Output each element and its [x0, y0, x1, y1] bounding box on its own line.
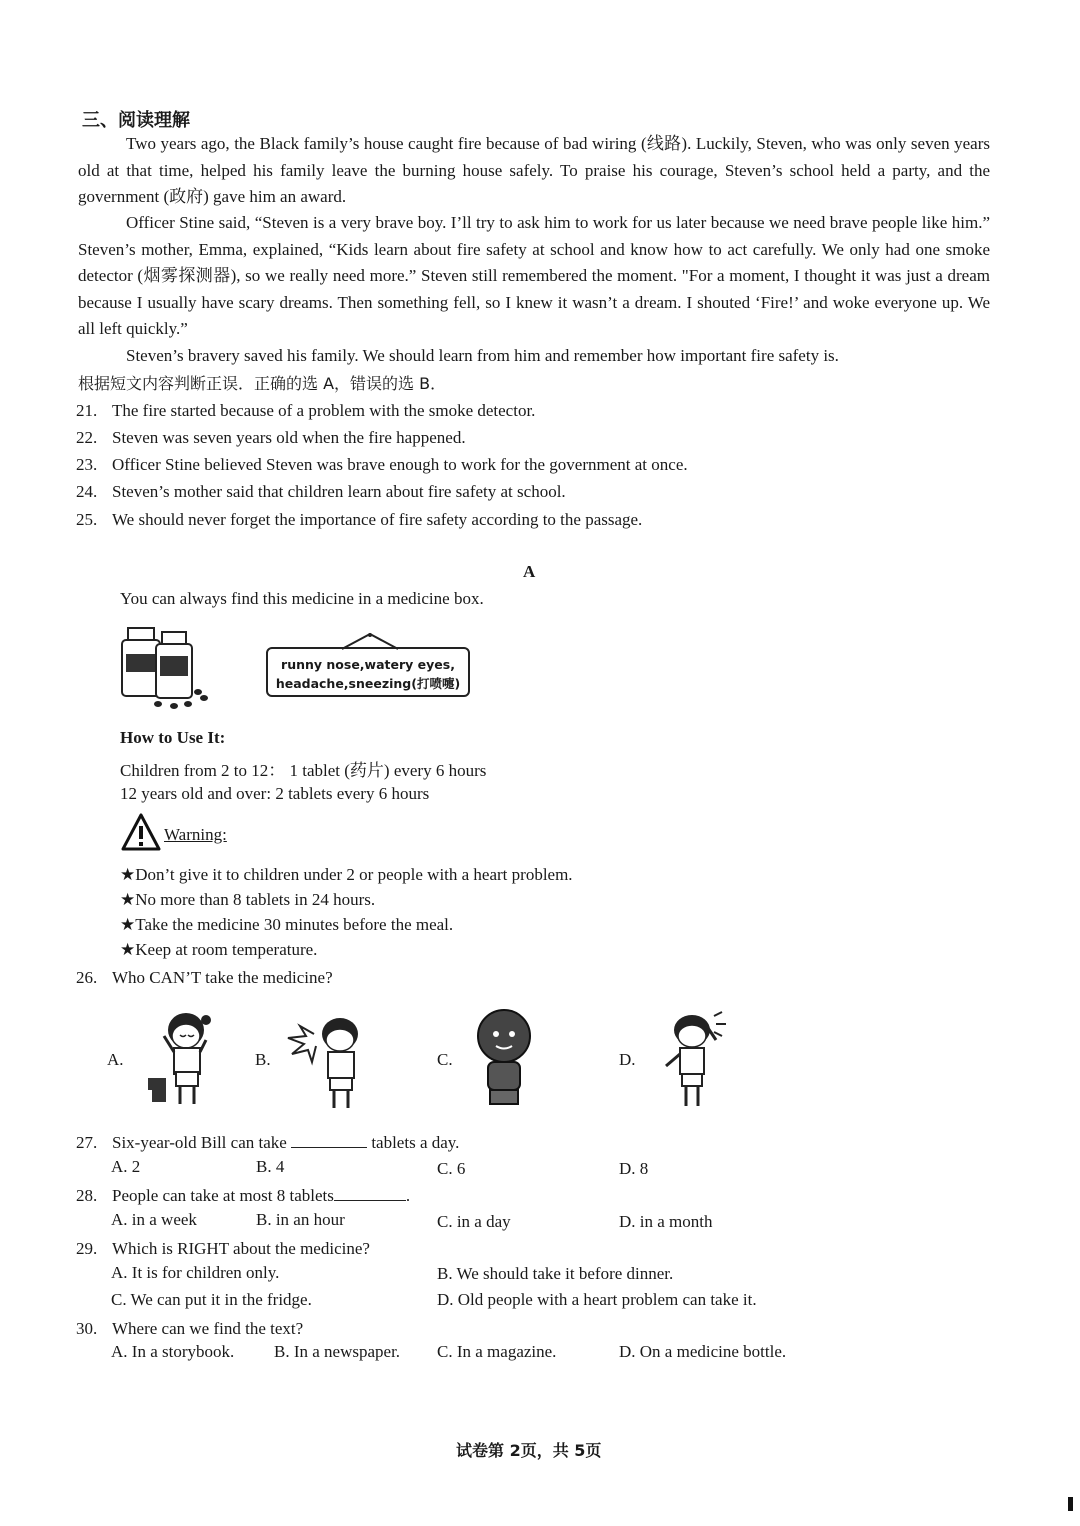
tf-instruction: 根据短文内容判断正误．正确的选 A，错误的选 B． — [78, 374, 447, 393]
question-text: Steven’s mother said that children learn about fire safety at school. — [112, 482, 566, 501]
q26-option-c-label: C. — [437, 1050, 453, 1069]
question-number: 27. — [76, 1133, 98, 1152]
question-text: Steven was seven years old when the fire happened. — [112, 428, 466, 447]
question-number: 28. — [76, 1186, 98, 1205]
q30-option-d: D. On a medicine bottle. — [619, 1342, 787, 1361]
question-text-after: . — [405, 1186, 411, 1205]
question-number: 23. — [76, 455, 98, 474]
question-27 — [76, 1130, 459, 1156]
warning-triangle-icon — [120, 812, 162, 852]
section-title: 三、阅读理解 — [82, 110, 190, 131]
warning-item: ★Take the medicine 30 minutes before the meal. — [120, 915, 454, 934]
q30-option-c: C. In a magazine. — [437, 1342, 557, 1361]
question-number: 29. — [76, 1239, 98, 1258]
child-sneezing-icon — [284, 1008, 380, 1114]
question-23 — [76, 452, 688, 478]
q27-option-b: B. 4 — [256, 1157, 285, 1176]
q28-option-b: B. in an hour — [256, 1210, 345, 1229]
q26-option-b-label: B. — [255, 1050, 271, 1069]
q26-option-a-label: A. — [107, 1050, 124, 1069]
symptoms-sign — [266, 647, 470, 697]
question-number: 22. — [76, 428, 98, 447]
question-24 — [76, 479, 566, 505]
passage-p3-text: Steven’s bravery saved his family. We should learn from him and remember how important fire safety is. — [126, 346, 839, 365]
passage-paragraph-2 — [78, 210, 990, 343]
question-text: Who CAN’T take the medicine? — [112, 968, 333, 987]
old-person-icon — [468, 1006, 540, 1110]
q26-option-d-label: D. — [619, 1050, 636, 1069]
question-21 — [76, 398, 535, 424]
q28-option-d: D. in a month — [619, 1212, 713, 1231]
answer-blank — [291, 1133, 367, 1148]
q28-option-a: A. in a week — [111, 1210, 197, 1229]
question-text: Which is RIGHT about the medicine? — [112, 1239, 370, 1258]
q29-option-c: C. We can put it in the fridge. — [111, 1290, 312, 1309]
q30-option-a: A. In a storybook. — [111, 1342, 235, 1361]
question-text: We should never forget the importance of fire safety according to the passage. — [112, 510, 643, 529]
question-text-after: tablets a day. — [371, 1133, 460, 1152]
sign-line-2: headache,sneezing(打喷嚏) — [275, 676, 461, 691]
passage-p1-text: Two years ago, the Black family’s house caught fire because of bad wiring (线路). Luckily, Steven, who was only seven years old at that time, helped his family leave the burning house safely. To praise his courage, Steven’s school held a party, and the government (政府) gave him an award. — [78, 134, 990, 206]
q30-option-b: B. In a newspaper. — [274, 1342, 401, 1361]
question-29 — [76, 1236, 370, 1262]
q27-option-d: D. 8 — [619, 1159, 649, 1178]
child-crying-icon — [140, 1006, 230, 1110]
question-text-before: People can take at most 8 tablets — [112, 1186, 334, 1205]
question-number: 21. — [76, 401, 98, 420]
warning-label: Warning: — [164, 825, 227, 844]
question-25 — [76, 507, 642, 533]
question-number: 25. — [76, 510, 98, 529]
q27-option-a: A. 2 — [111, 1157, 141, 1176]
warning-item: ★No more than 8 tablets in 24 hours. — [120, 890, 376, 909]
scan-edge-mark — [1068, 1497, 1073, 1511]
question-text: Where can we find the text? — [112, 1319, 304, 1338]
question-text-before: Six-year-old Bill can take — [112, 1133, 287, 1152]
page-footer: 试卷第 2页，共 5页 — [456, 1441, 602, 1460]
usage-adults: 12 years old and over: 2 tablets every 6 hours — [120, 784, 430, 803]
question-26 — [76, 965, 333, 991]
q28-option-c: C. in a day — [437, 1212, 511, 1231]
child-headache-icon — [656, 1008, 736, 1112]
passage-paragraph-1 — [78, 131, 990, 211]
question-28 — [76, 1183, 410, 1209]
passage-p2-text: Officer Stine said, “Steven is a very brave boy. I’ll try to ask him to work for us later because we need brave people like him.” Steven’s mother, Emma, explained, “Kids learn about fire safety at school and know how to act carefully. We only had one smoke detector (烟雾探测器), so we really need more.” Steven still remembered the moment. "For a moment, I thought it was just a dream because I usually have scary dreams. Then something fell, so I knew it wasn’t a dream. I shouted ‘Fire!’ and woke everyone up. We all left quickly.” — [78, 213, 990, 338]
question-number: 26. — [76, 968, 98, 987]
question-22 — [76, 425, 466, 451]
passage-paragraph-3 — [78, 343, 990, 370]
how-to-use-title: How to Use It: — [120, 728, 226, 747]
question-30 — [76, 1316, 303, 1342]
question-text: Officer Stine believed Steven was brave enough to work for the government at once. — [112, 455, 688, 474]
sign-line-1: runny nose,watery eyes, — [281, 657, 455, 672]
warning-item: ★Don’t give it to children under 2 or people with a heart problem. — [120, 865, 573, 884]
q27-option-c: C. 6 — [437, 1159, 466, 1178]
question-number: 30. — [76, 1319, 98, 1338]
part-a-heading: A — [523, 562, 536, 581]
q29-option-b: B. We should take it before dinner. — [437, 1264, 674, 1283]
q29-option-d: D. Old people with a heart problem can take it. — [437, 1290, 757, 1309]
part-a-intro: You can always find this medicine in a medicine box. — [120, 589, 484, 608]
question-text: The fire started because of a problem with the smoke detector. — [112, 401, 536, 420]
answer-blank — [334, 1186, 406, 1201]
warning-item: ★Keep at room temperature. — [120, 940, 318, 959]
question-number: 24. — [76, 482, 98, 501]
medicine-bottles-icon — [118, 622, 210, 710]
q29-option-a: A. It is for children only. — [111, 1263, 280, 1282]
usage-children: Children from 2 to 12： 1 tablet (药片) every 6 hours — [120, 761, 487, 780]
